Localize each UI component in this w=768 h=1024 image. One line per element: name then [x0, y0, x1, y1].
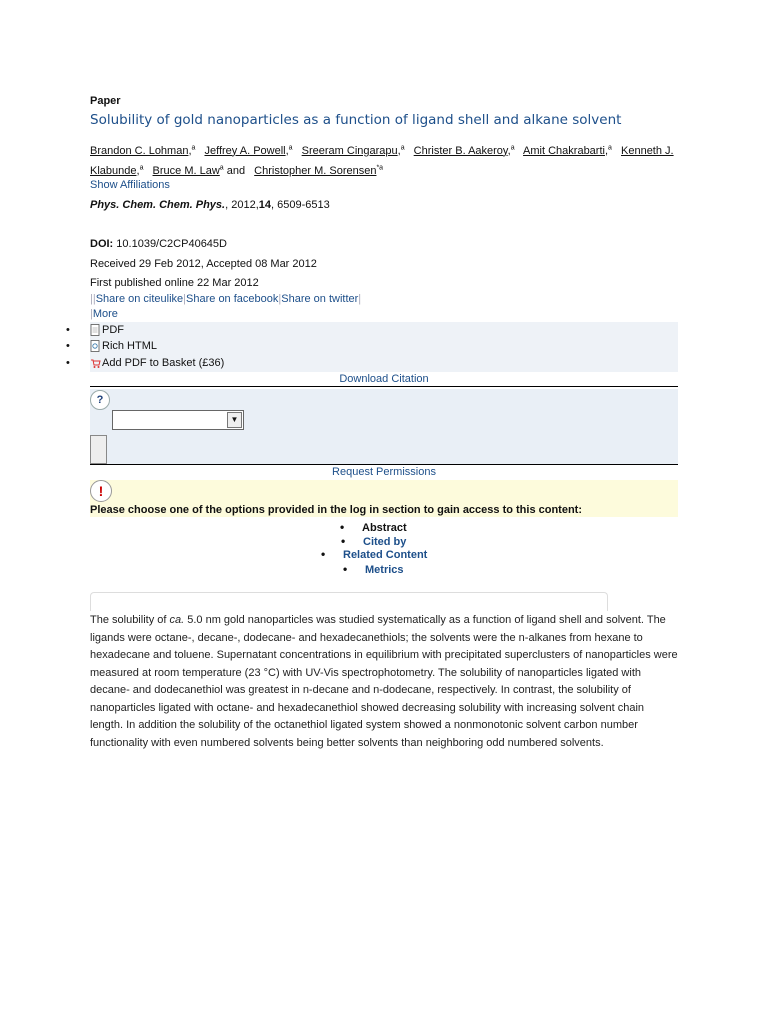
list-bullet: • [341, 534, 346, 548]
list-bullet: • [66, 340, 70, 352]
separator: | [183, 293, 187, 305]
help-icon[interactable]: ? [90, 390, 110, 410]
rich-html-action[interactable] [66, 340, 158, 352]
citation-panel [90, 389, 678, 465]
author-list: Brandon C. Lohman,$^a$ Jeffrey A. Powell,$^a$ Sreeram Cingarapu,$^a$ Christer B. Aakeroy,$^a$ Amit Chakrabarti,$^a$ Kenneth J. Klabunde,$^a$ Bruce M. Law$^a$ and Christopher M. Sorensen$^{*a}$ [90, 144, 674, 178]
list-bullet: • [343, 562, 348, 576]
tab-label: Metrics [365, 564, 404, 576]
author-link[interactable]: Jeffrey A. Powell [204, 144, 286, 157]
access-notice [90, 480, 678, 517]
request-permissions-link[interactable]: Request Permissions [332, 466, 436, 478]
share-citeulike-link[interactable]: Share on citeulike [95, 293, 184, 305]
share-twitter-link[interactable]: Share on twitter [281, 293, 359, 305]
journal-pages: , 6509-6513 [271, 199, 330, 211]
doi-label: DOI: [90, 238, 114, 250]
share-links [90, 292, 380, 322]
author-link[interactable]: Amit Chakrabarti [523, 144, 605, 157]
separator: | [90, 308, 93, 320]
pdf-link[interactable]: PDF [102, 324, 124, 336]
and-conjunction: and [226, 165, 246, 178]
list-bullet: • [66, 357, 70, 369]
author-affiliation-mark: a [288, 144, 293, 151]
author-affiliation-mark: a [191, 144, 196, 151]
list-bullet: • [321, 547, 326, 561]
doi-line [90, 238, 227, 250]
citation-format-select[interactable] [112, 410, 244, 430]
abstract-intro: The solubility of [90, 614, 170, 626]
tab-label: Related Content [343, 549, 428, 561]
citation-submit-button[interactable] [90, 435, 107, 464]
abstract-ca: ca. [169, 614, 185, 626]
author-affiliation-mark: a [139, 164, 144, 172]
author-affiliation-mark: a [219, 164, 224, 172]
tab-related-content[interactable] [321, 547, 428, 561]
abstract-header-box [90, 592, 608, 611]
journal-citation [90, 199, 330, 211]
add-to-basket-link[interactable]: Add PDF to Basket (£36) [102, 357, 225, 369]
page-title: Solubility of gold nanoparticles as a function of ligand shell and alkane solvent [90, 112, 622, 128]
tab-label: Abstract [362, 522, 407, 534]
access-notice-text: Please choose one of the options provided in the log in section to gain access to this content: [90, 504, 583, 516]
separator: | [90, 293, 93, 305]
published-date: First published online 22 Mar 2012 [90, 277, 259, 289]
share-facebook-link[interactable]: Share on facebook [186, 293, 279, 305]
warning-icon: ! [90, 480, 112, 502]
author-affiliation-mark: *a [376, 164, 384, 172]
tab-abstract[interactable] [340, 520, 407, 534]
pdf-action[interactable] [66, 324, 124, 336]
author-link[interactable]: Sreeram Cingarapu [301, 144, 398, 157]
article-actions [66, 322, 678, 372]
author-link[interactable]: Bruce M. Law [152, 165, 220, 178]
list-bullet: • [340, 520, 345, 534]
separator: | [92, 293, 96, 305]
journal-name: Phys. Chem. Chem. Phys. [90, 199, 226, 211]
author-link[interactable]: Christer B. Aakeroy [413, 144, 508, 157]
shopping-basket-icon [90, 357, 101, 369]
tab-cited-by[interactable] [341, 534, 407, 548]
abstract-text [90, 612, 680, 752]
author-affiliation-mark: a [510, 144, 515, 151]
more-share-link[interactable]: More [92, 308, 118, 320]
rich-html-link[interactable]: Rich HTML [102, 340, 158, 352]
html-page-icon [90, 340, 101, 352]
download-citation-link[interactable]: Download Citation [90, 373, 678, 387]
abstract-body: 5.0 nm gold nanoparticles was studied systematically as a function of ligand shell and solvent. The ligands were octane-, decane-, dodecane- and hexadecanethiols; the solvents were the n-alkanes from hexane to hexadecane and toluene. Supernatant concentrations in equilibrium with precipitated superclusters of nanoparticles were measured at room temperature (23 °C) with UV-Vis spectrophotometry. The solubility of nanoparticles ligated with decane- and dodecanethiol was greatest in n-decane and n-dodecane, respectively. In contrast, the solubility of nanoparticles ligated with octane- and hexadecanethiol showed decreasing solubility with increasing solvent chain length. In addition the solubility of the octanethiol ligated system showed a nonmonotonic solvent carbon number functionality with even numbered solvents being better solvents than neighboring odd numbered solvents. [90, 614, 678, 749]
show-affiliations-link[interactable]: Show Affiliations [90, 179, 170, 191]
tab-metrics[interactable] [343, 562, 404, 576]
author-link[interactable]: Kenneth J. Klabunde [90, 144, 674, 178]
journal-volume: 14 [258, 199, 271, 211]
journal-year: , 2012, [225, 199, 259, 211]
pdf-icon [90, 324, 101, 336]
received-date: Received 29 Feb 2012, Accepted 08 Mar 2012 [90, 258, 317, 270]
separator: | [358, 293, 362, 305]
tab-label: Cited by [363, 536, 407, 548]
doi-value: 10.1039/C2CP40645D [116, 238, 227, 250]
separator: | [278, 293, 282, 305]
author-affiliation-mark: a [608, 144, 612, 151]
list-bullet: • [66, 324, 70, 336]
chevron-down-icon[interactable]: ▼ [227, 412, 242, 428]
author-affiliation-mark: a [400, 144, 405, 151]
author-link[interactable]: Brandon C. Lohman [90, 144, 189, 157]
add-to-basket-action[interactable] [66, 357, 225, 369]
author-link[interactable]: Christopher M. Sorensen [254, 165, 377, 178]
article-type: Paper [90, 95, 121, 107]
